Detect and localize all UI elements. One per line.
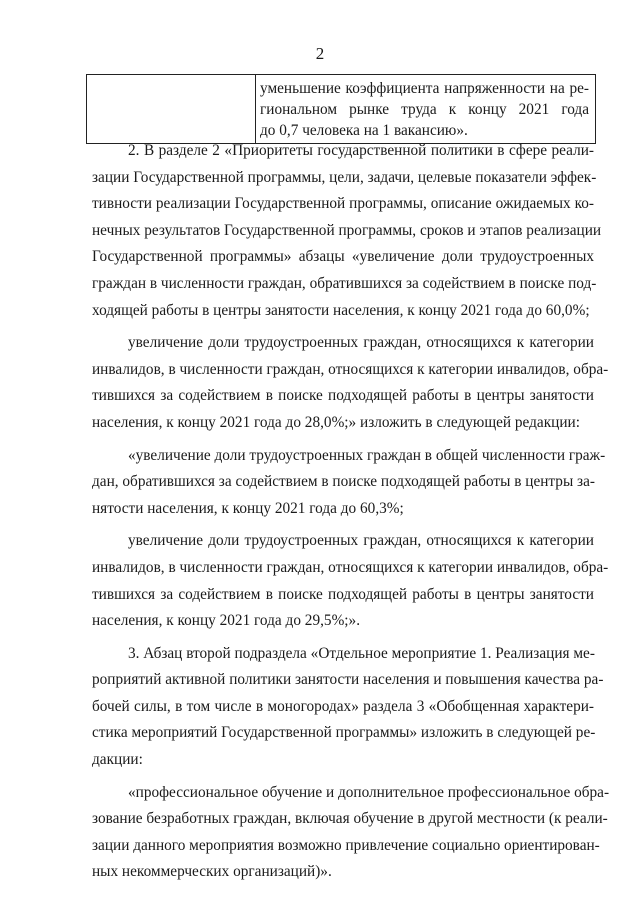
text-line: инвалидов, в численности граждан, относящихся к категории инвалидов, обра- <box>92 558 609 576</box>
text-line: дакции: <box>92 751 143 769</box>
paragraph-disabled-29-5 <box>92 528 609 634</box>
text-line: граждан в численности граждан, обратившихся за содействием в поиске под- <box>92 274 597 292</box>
text-line: 3. Абзац второй подраздела «Отдельное мероприятие 1. Реализация ме- <box>128 644 595 662</box>
table-text-line: гиональном рынке труда к концу 2021 года <box>260 101 589 118</box>
text-line: зации данного мероприятия возможно привлечение социально ориентирован- <box>92 836 600 854</box>
table-cell-empty <box>87 75 256 144</box>
text-line: населения, к концу 2021 года до 29,5%;». <box>92 612 361 630</box>
text-line: «профессиональное обучение и дополнительное профессиональное обра- <box>128 783 610 801</box>
text-line: тившихся за содействием в поиске подходящей работы в центры занятости <box>92 387 594 405</box>
text-line: увеличение доли трудоустроенных граждан, относящихся к категории <box>128 334 594 352</box>
text-line: ных некоммерческих организаций)». <box>92 863 332 881</box>
text-line: увеличение доли трудоустроенных граждан, относящихся к категории <box>128 532 594 550</box>
text-line: тившихся за содействием в поиске подходящей работы в центры занятости <box>92 585 594 603</box>
text-line: «увеличение доли трудоустроенных граждан в общей численности граж- <box>128 446 606 464</box>
text-line: Государственной программы» абзацы «увеличение доли трудоустроенных <box>92 248 594 266</box>
text-line: ходящей работы в центры занятости населения, к концу 2021 года до 60,0%; <box>92 301 590 319</box>
text-line: зации Государственной программы, цели, задачи, целевые показатели эффек- <box>92 168 597 186</box>
text-line: инвалидов, в численности граждан, относящихся к категории инвалидов, обра- <box>92 360 609 378</box>
paragraph-item-2 <box>92 138 602 324</box>
text-line: роприятий активной политики занятости населения и повышения качества ра- <box>92 671 604 689</box>
paragraph-training <box>92 780 610 886</box>
text-line: дан, обратившихся за содействием в поиске подходящей работы в центры за- <box>92 473 595 491</box>
text-line: 2. В разделе 2 «Приоритеты государственной политики в сфере реали- <box>128 142 594 159</box>
continuation-table <box>86 74 596 144</box>
text-line: стика мероприятий Государственной программы» изложить в следующей ре- <box>92 724 596 742</box>
text-line: бочей силы, в том числе в моногородах» раздела 3 «Обобщенная характери- <box>92 697 594 715</box>
document-body <box>92 138 610 886</box>
paragraph-disabled-28 <box>92 330 609 436</box>
text-line: населения, к концу 2021 года до 28,0%;» изложить в следующей редакции: <box>92 413 580 431</box>
paragraph-employed-60-3 <box>92 443 606 523</box>
text-line: нечных результатов Государственной программы, сроков и этапов реализации <box>92 221 602 239</box>
table-text-line: уменьшение коэффициента напряженности на ре- <box>260 80 589 97</box>
table-text-line: до 0,7 человека на 1 вакансию». <box>260 122 468 139</box>
text-line: нятости населения, к концу 2021 года до 60,3%; <box>92 499 404 517</box>
page-number: 2 <box>315 44 325 63</box>
text-line: тивности реализации Государственной программы, описание ожидаемых ко- <box>92 195 594 213</box>
paragraph-item-3 <box>92 641 604 774</box>
table-cell-text <box>256 75 596 144</box>
text-line: зование безработных граждан, включая обучение в другой местности (к реали- <box>92 810 608 828</box>
table-row <box>87 75 596 144</box>
